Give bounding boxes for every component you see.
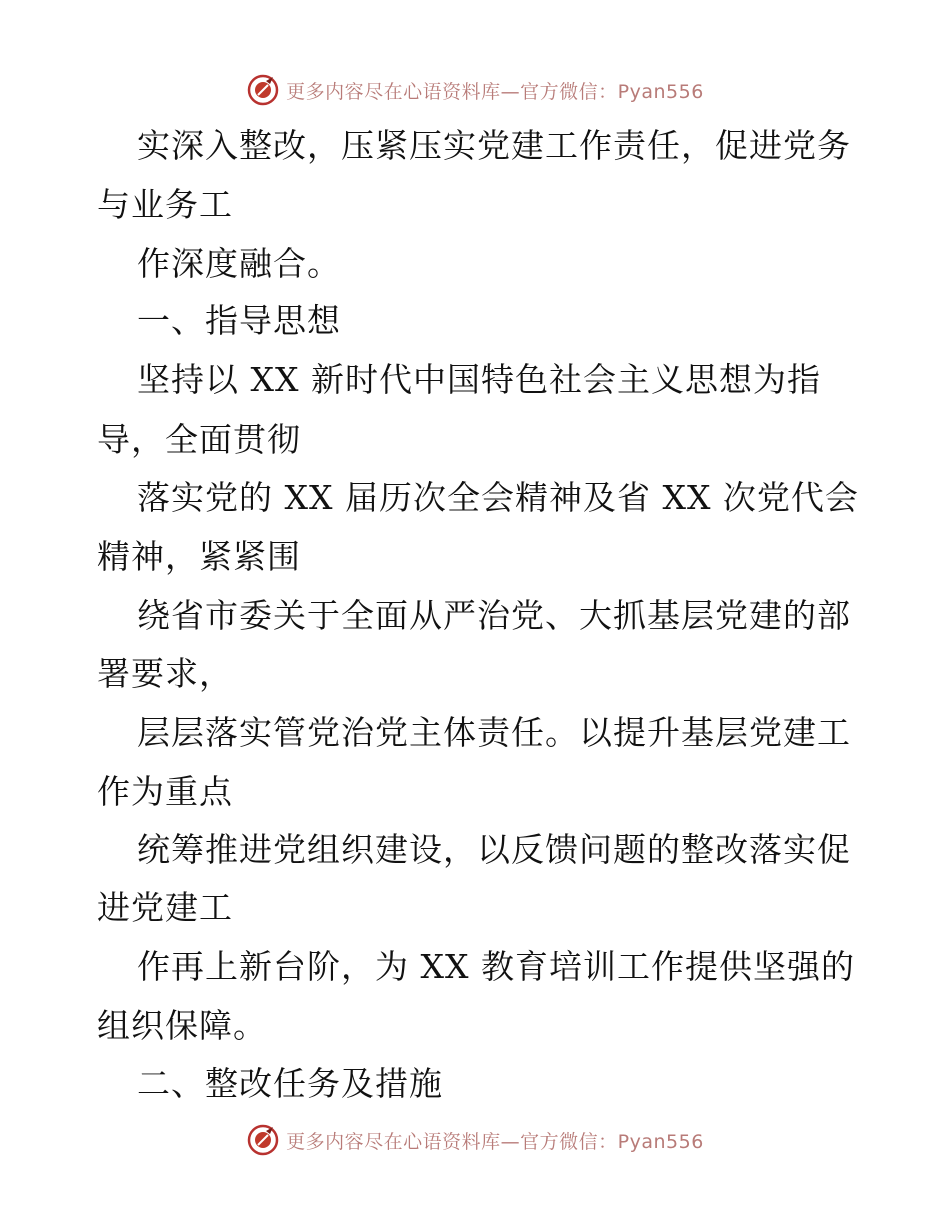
body-line: 坚持以 XX 新时代中国特色社会主义思想为指 [137,360,821,399]
body-line: 与业务工 [97,185,233,224]
body-line: 落实党的 XX 届历次全会精神及省 XX 次党代会 [137,478,859,517]
body-line: 实深入整改，压紧压实党建工作责任，促进党务 [137,126,851,165]
logo-seal-icon [246,1123,280,1157]
section-heading: 二、整改任务及措施 [137,1064,443,1103]
body-line: 绕省市委关于全面从严治党、大抓基层党建的部 [137,596,851,635]
body-line: 统筹推进党组织建设，以反馈问题的整改落实促 [137,830,851,869]
section-heading: 一、指导思想 [137,301,341,340]
body-line: 导，全面贯彻 [97,420,301,459]
header-banner-text: 更多内容尽在心语资料库—官方微信：Pyan556 [286,80,704,103]
body-line: 层层落实管党治党主体责任。以提升基层党建工 [137,713,851,752]
body-line: 署要求， [97,654,233,693]
body-line: 精神，紧紧围 [97,537,301,576]
footer-banner-text: 更多内容尽在心语资料库—官方微信：Pyan556 [286,1130,704,1153]
body-line: 进党建工 [97,888,233,927]
footer-banner [0,1118,950,1162]
body-line: 作深度融合。 [137,244,341,283]
body-line: 组织保障。 [97,1006,267,1045]
body-line: 作为重点 [97,772,233,811]
body-line: 作再上新台阶，为 XX 教育培训工作提供坚强的 [137,947,855,986]
